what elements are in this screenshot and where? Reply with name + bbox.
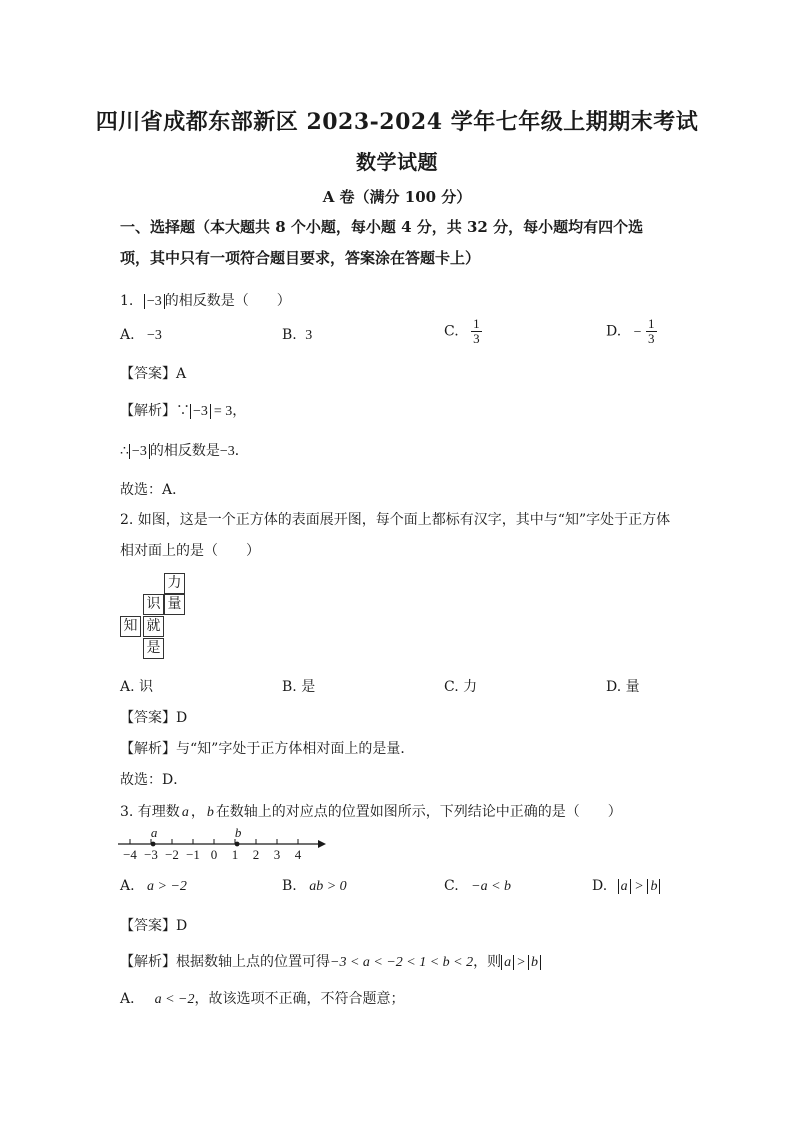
option-a[interactable] — [120, 878, 187, 895]
abs-b: b — [647, 879, 660, 894]
option-d[interactable] — [606, 317, 657, 346]
abs-a: a — [501, 955, 514, 970]
part-heading: A 卷（满分 100 分） — [322, 188, 472, 206]
explanation-2: 【解析】与“知”字处于正方体相对面上的是量． — [120, 741, 415, 757]
abs-b: b — [528, 955, 541, 970]
tick-label: 0 — [210, 847, 218, 862]
equation-rest: = 3， — [213, 404, 247, 419]
explanation-1-line1 — [120, 400, 246, 420]
tick-label: 1 — [231, 847, 239, 862]
option-b[interactable]: B. 是 — [282, 679, 316, 695]
question-1-stem — [120, 290, 291, 310]
option-label: A. — [120, 878, 135, 894]
tick-label: 3 — [273, 847, 281, 862]
option-expr: a < −2 — [154, 992, 195, 1007]
option-expr: ab > 0 — [309, 879, 347, 894]
option-expr: a > −2 — [147, 879, 187, 894]
operator: > — [517, 955, 526, 970]
net-cell-shi2: 是 — [143, 638, 164, 659]
answer-2: 【答案】D — [120, 710, 188, 726]
tick-label: 4 — [294, 847, 302, 862]
option-d[interactable]: D. 量 — [606, 679, 640, 695]
answer-3: 【答案】D — [120, 918, 188, 934]
option-label: B. — [282, 327, 297, 343]
denominator: 3 — [473, 331, 480, 346]
point-b — [235, 842, 240, 847]
question-2-line1: 2. 如图，这是一个正方体的表面展开图，每个面上都标有汉字，其中与“知”字处于正方体 — [120, 512, 671, 528]
option-a[interactable]: A. 识 — [120, 679, 154, 695]
answer-1: 【答案】A — [120, 366, 187, 382]
option-value: −3 — [147, 328, 162, 343]
option-label: A. — [120, 327, 135, 343]
option-b[interactable] — [282, 878, 347, 895]
option-label: D. — [592, 878, 608, 894]
net-cell-shi: 识 — [143, 594, 164, 615]
point-a-label: a — [150, 825, 158, 840]
axis-arrow — [318, 840, 326, 848]
absolute-value-expr: −3 — [144, 294, 165, 309]
option-b[interactable] — [282, 327, 312, 344]
tick-label: −2 — [165, 847, 179, 862]
tick-label: −1 — [186, 847, 200, 862]
explanation-text: 【解析】根据数轴上点的位置可得 — [120, 954, 330, 970]
option-a[interactable] — [120, 327, 162, 344]
option-label: B. — [282, 878, 297, 894]
option-label: A． — [120, 991, 145, 1007]
fraction — [646, 317, 657, 346]
result-value: −3 — [219, 444, 235, 459]
denominator: 3 — [648, 331, 655, 346]
choose-1: 故选：A． — [120, 482, 187, 498]
variable-b: b — [206, 805, 214, 820]
explanation-text: ，故该选项不正确，不符合题意； — [194, 991, 405, 1007]
because-symbol: ∵ — [176, 403, 190, 419]
section-heading-line2: 项，其中只有一项符合题目要求，答案涂在答题卡上） — [120, 249, 481, 267]
option-c[interactable] — [444, 317, 482, 346]
numerator: 1 — [648, 316, 655, 331]
option-c[interactable]: C. 力 — [444, 679, 478, 695]
option-value: 3 — [305, 328, 313, 343]
explanation-1-line2 — [120, 440, 249, 460]
option-d[interactable] — [592, 878, 660, 895]
abs-a: a — [618, 879, 631, 894]
net-cell-li: 力 — [164, 573, 185, 594]
point-a — [151, 842, 156, 847]
point-b-label: b — [234, 825, 242, 840]
option-c[interactable] — [444, 878, 511, 895]
explanation-3-option-a — [120, 988, 404, 1008]
option-label: C. — [444, 878, 459, 894]
period: ． — [234, 443, 249, 459]
therefore-symbol: ∴ — [120, 443, 129, 459]
explanation-text: 的相反数是 — [149, 443, 220, 459]
section-heading-line1: 一、选择题（本大题共 8 个小题，每小题 4 分，共 32 分，每小题均有四个选 — [120, 218, 644, 236]
tick-label: −4 — [123, 847, 137, 862]
option-label: D. — [606, 323, 622, 340]
variable-a: a — [181, 805, 189, 820]
explanation-label: 【解析】 — [120, 403, 176, 419]
absolute-value-expr: −3 — [190, 404, 211, 419]
numerator: 1 — [473, 316, 480, 331]
question-1-text: 的相反数是（ ） — [164, 293, 291, 309]
question-number: 1. — [120, 293, 134, 309]
inequality-chain: −3 < a < −2 < 1 < b < 2 — [330, 955, 474, 970]
option-expr: −a < b — [471, 879, 512, 894]
choose-2: 故选：D． — [120, 772, 188, 788]
fraction — [471, 317, 482, 346]
option-label: C. — [444, 323, 459, 340]
net-cell-zhi: 知 — [120, 616, 141, 637]
absolute-value-expr: −3 — [129, 444, 150, 459]
tick-label: −3 — [144, 847, 158, 862]
minus-sign: − — [633, 324, 642, 340]
tick-label: 2 — [252, 847, 260, 862]
document-title: 四川省成都东部新区 2023-2024 学年七年级上期期末考试 — [95, 109, 699, 135]
operator: > — [635, 879, 643, 894]
explanation-text: ，则 — [473, 954, 502, 970]
question-3-text: 3. 有理数 — [120, 804, 180, 820]
question-3-stem — [120, 801, 622, 821]
question-3-text: 在数轴上的对应点的位置如图所示，下列结论中正确的是（ ） — [215, 804, 622, 820]
net-cell-liang: 量 — [164, 594, 185, 615]
document-subtitle: 数学试题 — [356, 150, 438, 174]
number-line-figure — [112, 822, 332, 864]
question-2-line2: 相对面上的是（ ） — [120, 543, 260, 559]
explanation-3 — [120, 951, 541, 971]
comma: ， — [190, 804, 205, 820]
net-cell-jiu: 就 — [143, 616, 164, 637]
